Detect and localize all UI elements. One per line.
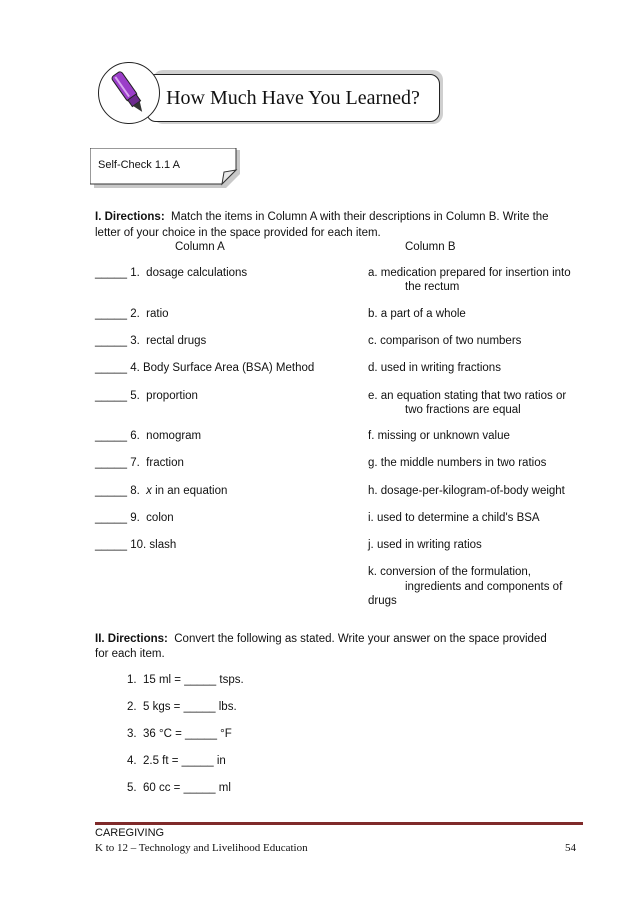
conversion-item: 1. 15 ml = _____ tsps. [127,674,244,686]
list-item: _____ 3. rectal drugs [95,335,207,347]
list-item: _____ 6. nomogram [95,430,202,442]
column-b-header: Column B [405,241,456,253]
footer-rule [95,822,583,825]
list-item: i. used to determine a child's BSA [368,512,540,524]
list-item: f. missing or unknown value [368,430,510,442]
list-item: _____ 4. Body Surface Area (BSA) Method [95,362,315,374]
conversion-item: 2. 5 kgs = _____ lbs. [127,701,237,713]
part2-heading: II. Directions: [95,633,168,645]
list-item-continuation: drugs [368,595,397,607]
part2-directions-text: Convert the following as stated. Write your answer on the space provided [174,633,547,645]
part2-directions-line1 [95,632,547,647]
list-item: g. the middle numbers in two ratios [368,457,547,469]
conversion-item: 4. 2.5 ft = _____ in [127,755,226,767]
column-a-header: Column A [175,241,225,253]
list-item: _____ 10. slash [95,539,177,551]
list-item: d. used in writing fractions [368,362,501,374]
list-item-continuation: two fractions are equal [405,404,521,416]
list-item: k. conversion of the formulation, [368,566,531,578]
conversion-item: 5. 60 cc = _____ ml [127,782,231,794]
list-item: _____ 9. colon [95,512,174,524]
list-item: a. medication prepared for insertion into [368,267,571,279]
footer-subject: CAREGIVING [95,827,165,839]
conversion-item: 3. 36 °C = _____ °F [127,728,232,740]
list-item: _____ 2. ratio [95,308,169,320]
marker-icon [98,62,160,124]
part1-directions-line1 [95,210,549,225]
list-item: j. used in writing ratios [368,539,482,551]
list-item: _____ 7. fraction [95,457,184,469]
list-item: c. comparison of two numbers [368,335,522,347]
list-item: _____ 8. x in an equation [95,485,228,497]
list-item-continuation: the rectum [405,281,460,293]
footer-course: K to 12 – Technology and Livelihood Education [95,842,308,854]
part1-directions-line2: letter of your choice in the space provided for each item. [95,227,381,239]
self-check-label: Self-Check 1.1 A [98,159,180,171]
list-item: h. dosage-per-kilogram-of-body weight [368,485,565,497]
part2-directions-line2: for each item. [95,648,165,660]
page-number: 54 [565,842,576,854]
list-item: b. a part of a whole [368,308,466,320]
part1-directions-text: Match the items in Column A with their descriptions in Column B. Write the [171,211,549,223]
list-item: _____ 5. proportion [95,390,198,402]
page-title: How Much Have You Learned? [166,87,420,109]
part1-heading: I. Directions: [95,211,165,223]
list-item: _____ 1. dosage calculations [95,267,248,279]
list-item: e. an equation stating that two ratios or [368,390,567,402]
list-item-continuation: ingredients and components of [405,581,563,593]
